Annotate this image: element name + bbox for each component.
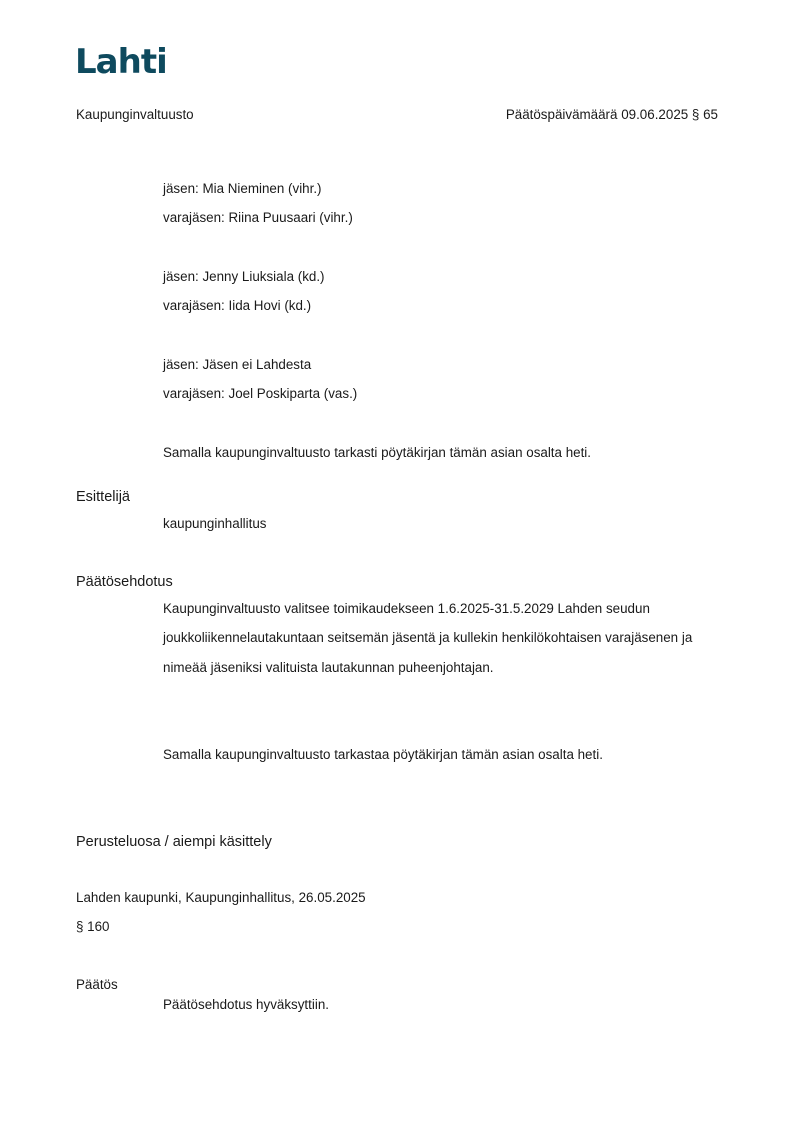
lahti-logo: Lahti	[75, 42, 167, 82]
presenter-heading: Esittelijä	[76, 489, 130, 505]
deputy-3: varajäsen: Joel Poskiparta (vas.)	[163, 386, 358, 401]
presenter-value: kaupunginhallitus	[163, 516, 267, 531]
proposal-text: Kaupunginvaltuusto valitsee toimikaudekseen 1.6.2025-31.5.2029 Lahden seudun joukkoliikennelautakuntaan seitsemän jäsentä ja kullekin henkilökohtaisen varajäsenen ja nimeää jäseniksi valituista lautakunnan puheenjohtajan.	[163, 601, 693, 675]
background-section: § 160	[76, 919, 110, 934]
decision-heading: Päätös	[76, 977, 118, 992]
background-source: Lahden kaupunki, Kaupunginhallitus, 26.05.2025	[76, 890, 366, 905]
member-1: jäsen: Mia Nieminen (vihr.)	[163, 181, 322, 196]
decision-text: Päätösehdotus hyväksyttiin.	[163, 997, 329, 1012]
deputy-2: varajäsen: Iida Hovi (kd.)	[163, 298, 312, 313]
deputy-1: varajäsen: Riina Puusaari (vihr.)	[163, 210, 353, 225]
minutes-note: Samalla kaupunginvaltuusto tarkasti pöytäkirjan tämän asian osalta heti.	[163, 445, 592, 460]
header-body-name: Kaupunginvaltuusto	[76, 107, 194, 122]
member-3: jäsen: Jäsen ei Lahdesta	[163, 357, 312, 372]
background-heading: Perusteluosa / aiempi käsittely	[76, 834, 272, 850]
header-decision-date: Päätöspäivämäärä 09.06.2025 § 65	[505, 107, 718, 122]
proposal-heading: Päätösehdotus	[76, 574, 173, 590]
proposal-note: Samalla kaupunginvaltuusto tarkastaa pöytäkirjan tämän asian osalta heti.	[163, 747, 603, 762]
member-2: jäsen: Jenny Liuksiala (kd.)	[163, 269, 325, 284]
